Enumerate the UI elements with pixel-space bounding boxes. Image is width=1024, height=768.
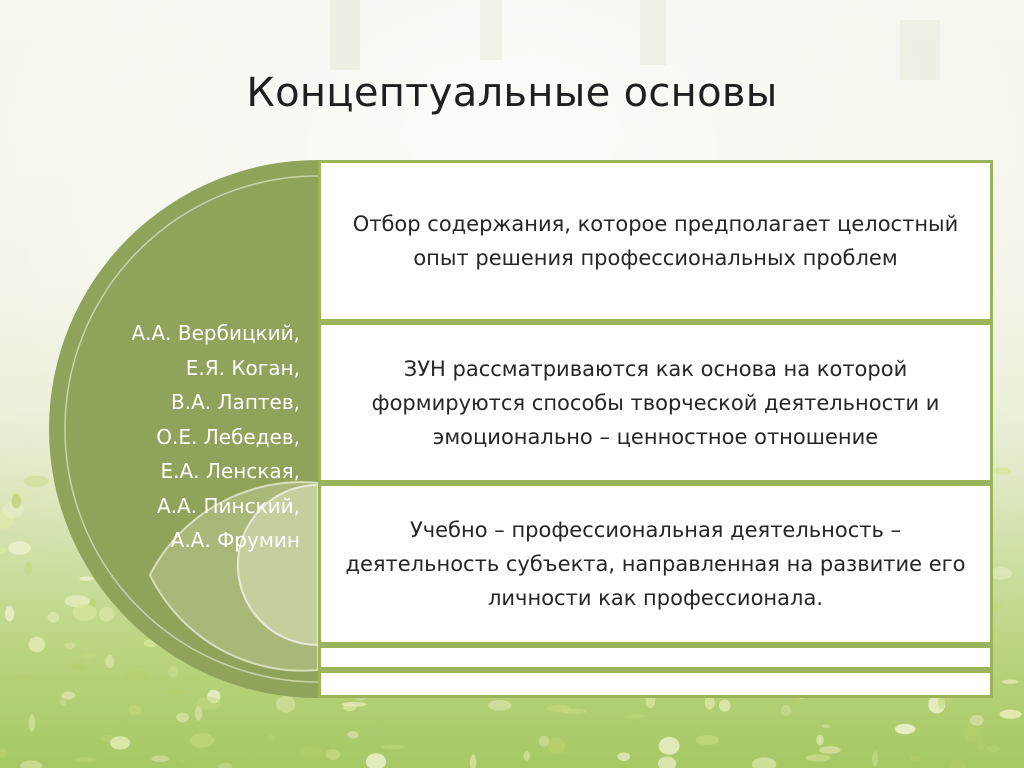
author-name: О.Е. Лебедев, (156, 424, 300, 449)
author-name: Е.А. Ленская, (160, 459, 300, 483)
authors-list (60, 316, 300, 558)
concept-box-text: Учебно – профессиональная деятельность – деятельность субъекта, направленная на развитие его личности как профессионала. (345, 518, 966, 610)
author-name: В.А. Лаптев, (171, 390, 300, 414)
author-name: А.А. Вербицкий, (131, 321, 300, 345)
page-title: Концептуальные основы (246, 70, 778, 116)
concept-box-professional-activity (318, 483, 993, 645)
concept-box-text: ЗУН рассматриваются как основа на которой формируются способы творческой деятельности и эмоционально – ценностное отношение (371, 356, 940, 449)
concept-box-empty-1 (318, 645, 993, 670)
concept-box-content-selection (318, 160, 993, 322)
concept-box-knowledge-skills (318, 322, 993, 483)
author-name: А.А. Пинский, (157, 493, 300, 518)
author-name: А.А. Фрумин (170, 528, 300, 552)
concept-box-text: Отбор содержания, которое предполагает целостный опыт решения профессиональных проблем (352, 212, 959, 270)
author-name: Е.Я. Коган, (185, 355, 300, 380)
concept-box-empty-2 (318, 670, 993, 698)
